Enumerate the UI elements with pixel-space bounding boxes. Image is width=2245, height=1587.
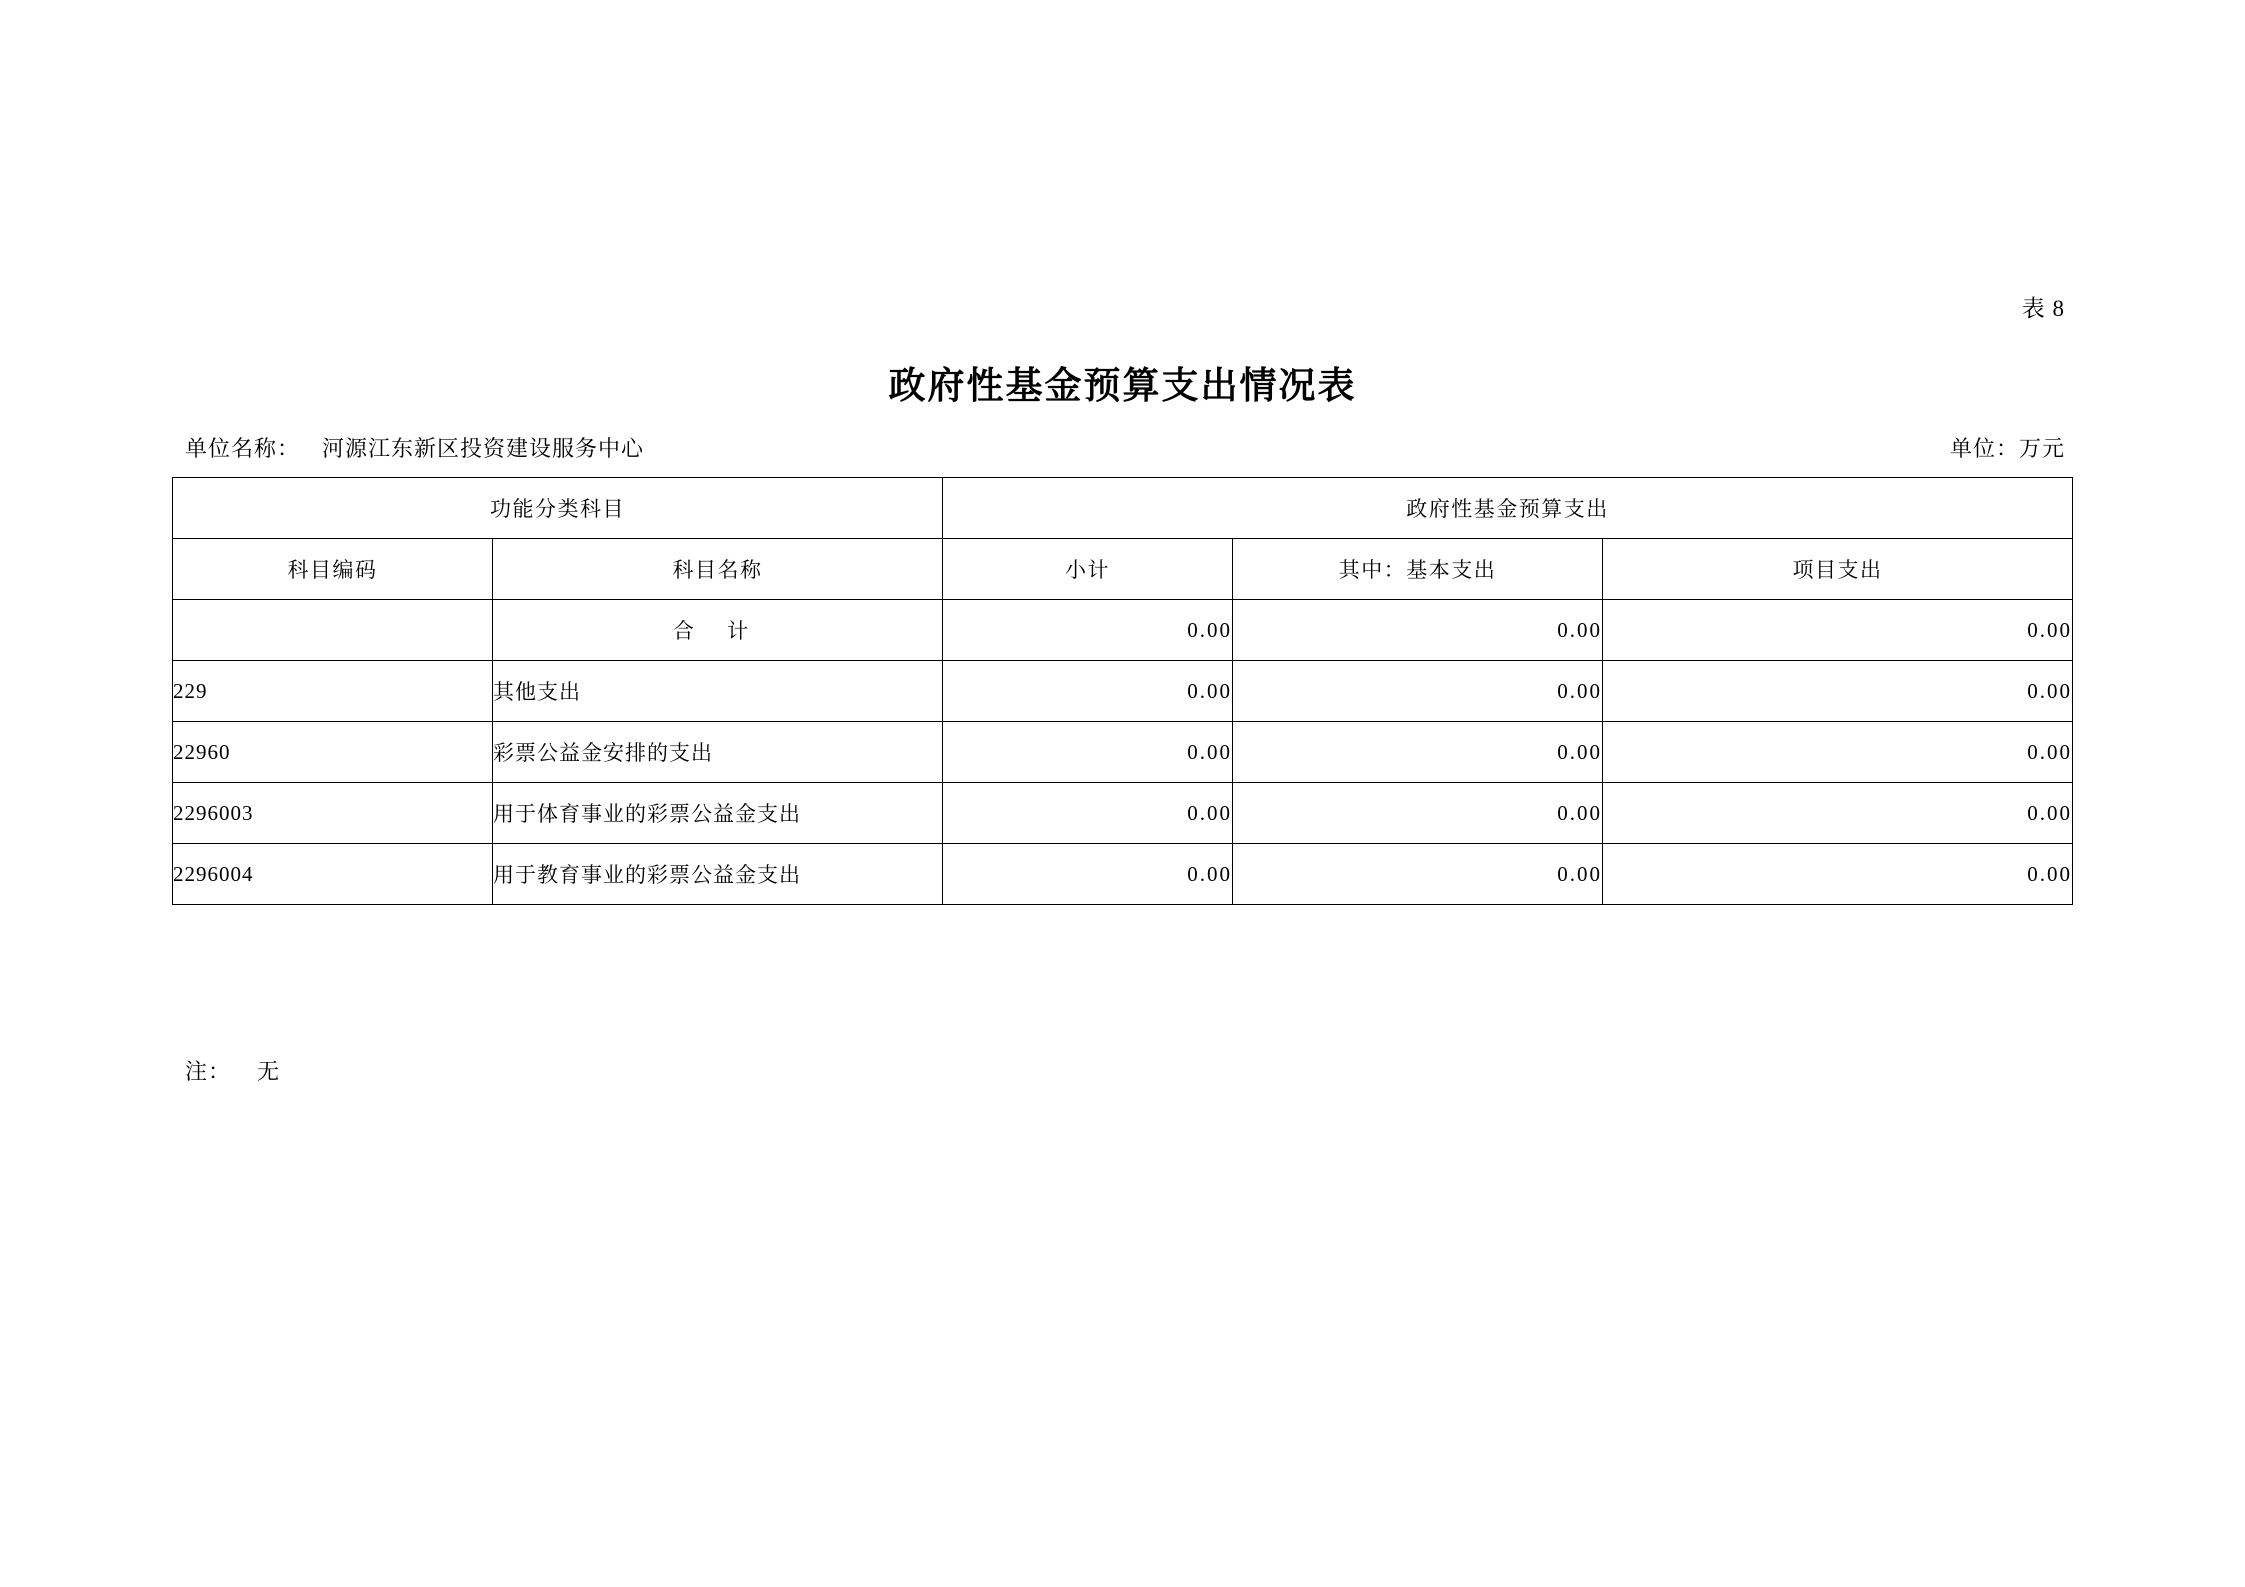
row-name: 彩票公益金安排的支出 [493,722,943,783]
table-row [173,844,2073,905]
table-row-total [173,600,2073,661]
row-subtotal: 0.00 [943,844,1233,905]
row-project: 0.00 [1603,722,2073,783]
header-subject-name: 科目名称 [493,539,943,600]
row-subtotal: 0.00 [943,661,1233,722]
amount-unit-label: 单位：万元 [1949,436,2065,461]
table-header-group-row [173,478,2073,539]
footnote [185,1055,280,1086]
row-name: 其他支出 [493,661,943,722]
total-code-cell [173,600,493,661]
total-label-cell: 合 计 [493,600,943,661]
row-subtotal: 0.00 [943,722,1233,783]
header-project-expenditure: 项目支出 [1603,539,2073,600]
table-row [173,722,2073,783]
table-row [173,661,2073,722]
document-meta [185,432,2065,463]
row-code: 2296003 [173,783,493,844]
total-basic-cell: 0.00 [1233,600,1603,661]
unit-name-group [185,432,644,463]
row-name: 用于体育事业的彩票公益金支出 [493,783,943,844]
footnote-label: 注： [185,1059,232,1084]
row-basic: 0.00 [1233,661,1603,722]
row-basic: 0.00 [1233,783,1603,844]
row-basic: 0.00 [1233,844,1603,905]
total-project-cell: 0.00 [1603,600,2073,661]
row-project: 0.00 [1603,661,2073,722]
row-code: 22960 [173,722,493,783]
budget-table [172,477,2073,905]
row-subtotal: 0.00 [943,783,1233,844]
row-basic: 0.00 [1233,722,1603,783]
header-functional-category: 功能分类科目 [173,478,943,539]
row-name: 用于教育事业的彩票公益金支出 [493,844,943,905]
unit-name-value: 河源江东新区投资建设服务中心 [322,436,645,461]
row-project: 0.00 [1603,844,2073,905]
total-subtotal-cell: 0.00 [943,600,1233,661]
unit-name-label: 单位名称： [185,436,301,461]
footnote-value: 无 [257,1059,281,1084]
table-header-row [173,539,2073,600]
row-code: 2296004 [173,844,493,905]
header-subject-code: 科目编码 [173,539,493,600]
table-row [173,783,2073,844]
header-subtotal: 小计 [943,539,1233,600]
row-project: 0.00 [1603,783,2073,844]
row-code: 229 [173,661,493,722]
header-basic-expenditure: 其中：基本支出 [1233,539,1603,600]
header-government-fund-expenditure: 政府性基金预算支出 [943,478,2073,539]
page-title: 政府性基金预算支出情况表 [888,363,1357,407]
table-number-label: 表 8 [2021,296,2065,321]
